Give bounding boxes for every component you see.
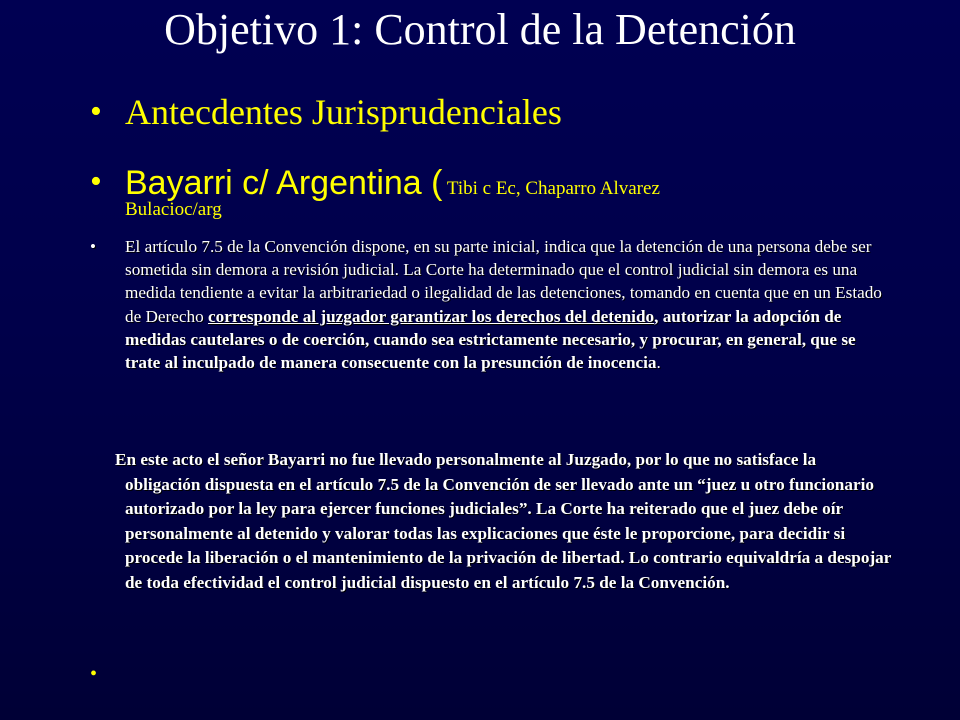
related-cases-continued: Bulacioc/arg <box>125 199 222 220</box>
paragraph-end: . <box>656 353 661 373</box>
paragraph-article-7-5 <box>90 235 890 374</box>
paragraph-bayarri-case: En este acto el señor Bayarri no fue llevado personalmente al Juzgado, por lo que no satisface la obligación dispuesta en el artículo 7.5 de la Convención de ser llevado ante un “juez u otro funcionario autorizado por la ley para ejercer funciones judiciales”. La Corte ha reiterado que el juez debe oír personalmente al detenido y valorar todas las explicaciones que éste le proporcione, para decidir si procede la liberación o el mantenimiento de la privación de libertad. Lo contrario equivaldría a despojar de toda efectividad el control judicial dispuesto en el artículo 7.5 de la Convención. <box>115 450 892 592</box>
bullet-icon: • <box>90 163 102 200</box>
bullet-text <box>125 160 660 221</box>
empty-bullet-icon: • <box>90 663 98 685</box>
paragraph-underlined-text: corresponde al juzgador garantizar los derechos del detenido <box>208 306 655 326</box>
slide-title: Objetivo 1: Control de la Detención <box>164 5 796 54</box>
bullet-icon: • <box>90 93 102 130</box>
case-name: Bayarri c/ Argentina ( <box>125 164 443 202</box>
paragraph-text <box>125 235 890 374</box>
bullet-item-antecedentes <box>90 90 920 134</box>
paragraph-bold-text: , autorizar la adopción de medidas cautelares o de coerción, cuando sea estrictamente necesario, y procurar, en general, que se trate al inculpado de manera consecuente con la presunción de inocencia <box>125 306 856 373</box>
bullet-text: Antecdentes Jurisprudenciales <box>125 92 562 132</box>
paragraph-normal-text: El artículo 7.5 de la Convención dispone, en su parte inicial, indica que la detención de una persona debe ser sometida sin demora a revisión judicial. La Corte ha determinado que el control judicial sin demora es una medida tendiente a evitar la arbitrariedad o ilegalidad de las detenciones, tomando en cuenta que en un Estado de Derecho <box>125 237 882 326</box>
related-cases: Tibi c Ec, Chaparro Alvarez <box>442 178 660 199</box>
bullet-item-bayarri <box>90 160 920 221</box>
bullet-icon: • <box>90 237 96 256</box>
